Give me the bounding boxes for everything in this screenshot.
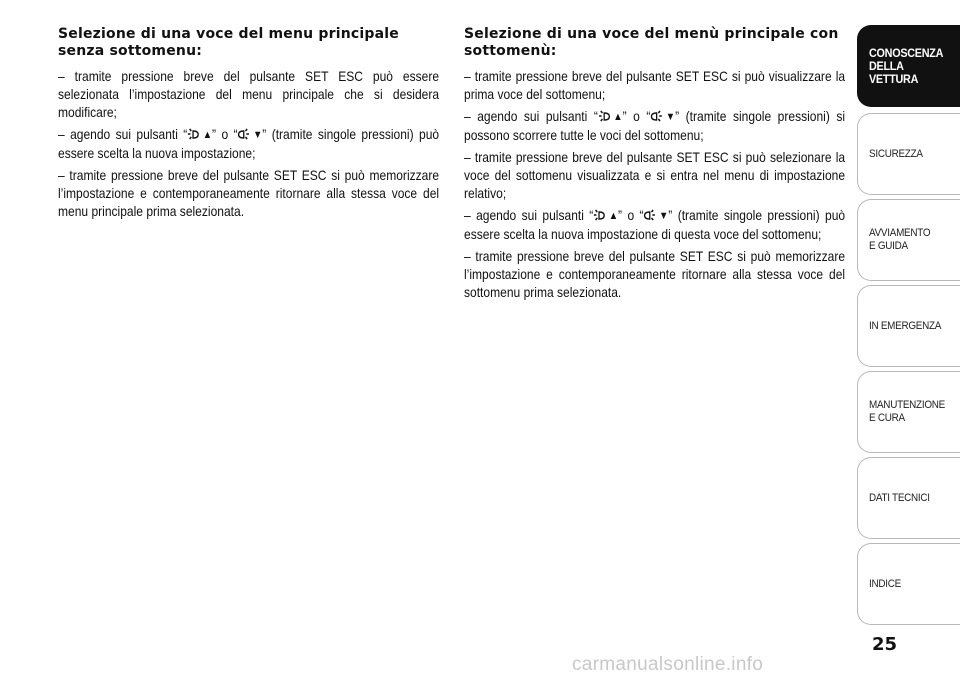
button-up-icon: [593, 209, 605, 222]
paragraph-text: – tramite pressione breve del pulsante SET ESC si può memorizzare l’impostazione e contemporaneamente ritornare alla stessa voce del sottomenu prima selezionata.: [464, 248, 846, 300]
tab-label: INDICE: [869, 577, 901, 590]
paragraph-text: – agendo sui pulsanti “: [464, 207, 594, 223]
paragraph: [58, 166, 439, 220]
paragraph: [464, 148, 845, 202]
tab-manutenzione-e-cura[interactable]: [857, 371, 960, 453]
button-down-icon: [650, 110, 662, 123]
tab-label: CONOSCENZA DELLA VETTURA: [869, 45, 944, 86]
up-button-symbol: [593, 206, 618, 225]
paragraph: [58, 67, 439, 121]
button-up-icon: [598, 110, 610, 123]
button-down-icon: [644, 209, 656, 222]
paragraph-text: ” (tramite singole pressioni) si possono scorrere tutte le voci del sottomenu;: [464, 108, 846, 143]
up-arrow-icon: ▲: [608, 210, 619, 222]
down-arrow-icon: ▼: [665, 111, 676, 123]
left-column: [58, 26, 440, 224]
up-arrow-icon: ▲: [613, 111, 623, 123]
tab-indice[interactable]: [857, 543, 960, 625]
down-arrow-icon: ▼: [252, 129, 263, 141]
button-up-icon: [187, 128, 199, 141]
up-button-symbol: [598, 107, 623, 126]
tab-label: DATI TECNICI: [869, 491, 930, 504]
down-arrow-icon: ▼: [658, 210, 669, 222]
button-down-icon: [238, 128, 250, 141]
up-arrow-icon: ▲: [202, 129, 213, 141]
paragraph: [464, 206, 845, 243]
paragraph-text: – agendo sui pulsanti “: [58, 126, 188, 142]
paragraph-text: ” o “: [618, 207, 644, 223]
paragraph-text: – tramite pressione breve del pulsante SET ESC si può memorizzare l’impostazione e contemporaneamente ritornare alla stessa voce del menu principale prima selezionata.: [58, 167, 440, 219]
page-number: 25: [872, 634, 898, 655]
paragraph-text: ” (tramite singole pressioni) può essere scelta la nuova impostazione;: [58, 126, 440, 161]
down-button-symbol: [644, 206, 669, 225]
tab-label: MANUTENZIONE E CURA: [869, 399, 945, 424]
chapter-tabs: [857, 25, 960, 625]
tab-conoscenza-della-vettura[interactable]: [857, 25, 960, 107]
paragraph-list: [58, 67, 440, 220]
tab-dati-tecnici[interactable]: [857, 457, 960, 539]
paragraph: [464, 67, 845, 103]
tab-label: SICUREZZA: [869, 147, 923, 160]
section-heading: Selezione di una voce del menù principale con sottomenù:: [464, 26, 839, 59]
tab-in-emergenza[interactable]: [857, 285, 960, 367]
paragraph: [464, 247, 845, 301]
paragraph-list: [464, 67, 846, 301]
right-column: [464, 26, 846, 305]
paragraph-text: ” o “: [622, 108, 651, 124]
paragraph-text: ” (tramite singole pressioni) può essere scelta la nuova impostazione di questa voce del sottomenu;: [464, 207, 846, 242]
paragraph: [58, 125, 439, 162]
paragraph-text: – tramite pressione breve del pulsante SET ESC si può visualizzare la prima voce del sottomenu;: [464, 68, 846, 102]
tab-sicurezza[interactable]: [857, 113, 960, 195]
watermark: carmanualsonline.info: [572, 654, 764, 675]
down-button-symbol: [650, 107, 675, 126]
tab-label: AVVIAMENTO E GUIDA: [869, 227, 931, 252]
section-heading: Selezione di una voce del menu principale senza sottomenu:: [58, 26, 399, 59]
paragraph-text: – tramite pressione breve del pulsante SET ESC si può selezionare la voce del sottomenu visualizzata e si entra nel menu di impostazione relativo;: [464, 149, 846, 201]
paragraph-text: – tramite pressione breve del pulsante SET ESC può essere selezionata l’impostazione del menu principale che si desidera modificare;: [58, 68, 440, 120]
paragraph-text: – agendo sui pulsanti “: [464, 108, 598, 124]
paragraph-text: ” o “: [212, 126, 238, 142]
down-button-symbol: [238, 125, 263, 144]
tab-label: IN EMERGENZA: [869, 319, 942, 332]
tab-avviamento-e-guida[interactable]: [857, 199, 960, 281]
paragraph: [464, 107, 845, 144]
up-button-symbol: [187, 125, 212, 144]
